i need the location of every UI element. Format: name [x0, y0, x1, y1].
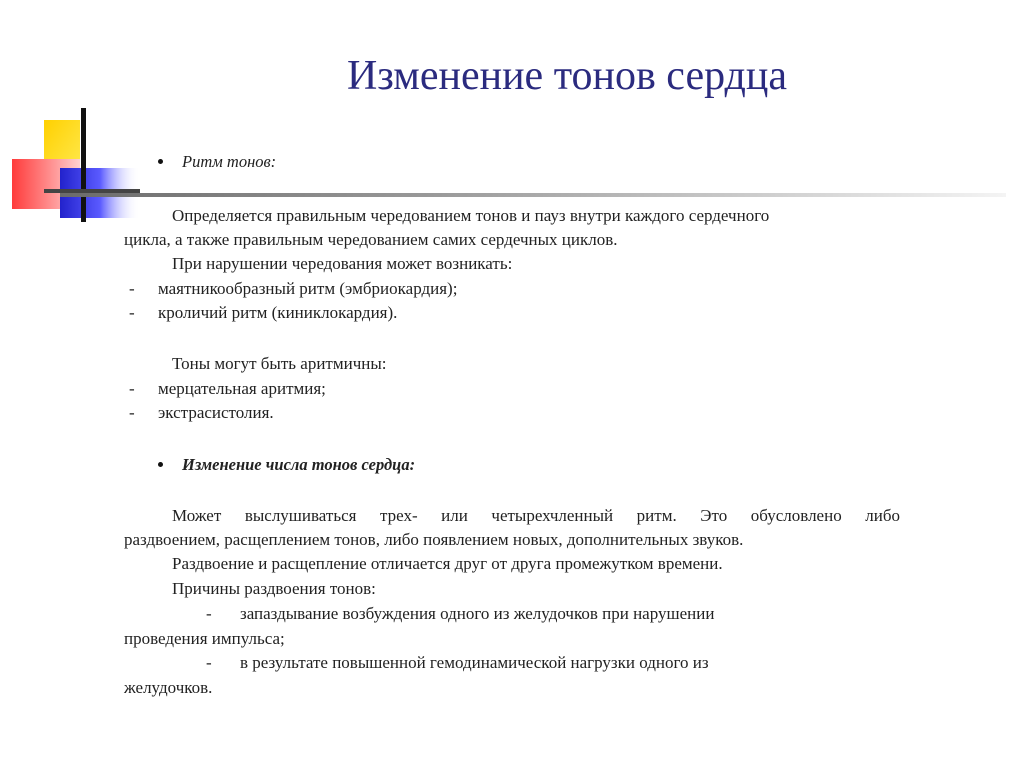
- list2-dash-2: -: [129, 403, 135, 422]
- page-title: Изменение тонов сердца: [346, 53, 788, 99]
- cause2-line2: желудочков.: [124, 678, 213, 697]
- list1-item-2: кроличий ритм (киниклокардия).: [158, 303, 398, 322]
- section1-heading: Ритм тонов:: [182, 152, 277, 171]
- list1-item-1: маятникообразный ритм (эмбриокардия);: [158, 279, 458, 298]
- decorative-corner-graphic: [0, 0, 140, 240]
- vertical-bar: [81, 108, 86, 222]
- list2-dash-1: -: [129, 379, 135, 398]
- cause2-line1: в результате повышенной гемодинамической нагрузки одного из: [240, 653, 709, 672]
- list1-dash-2: -: [129, 303, 135, 322]
- section1-para2: При нарушении чередования может возникать:: [172, 254, 513, 273]
- bullet-section1: [158, 159, 163, 164]
- section2-para3: Причины раздвоения тонов:: [172, 579, 376, 598]
- section1-para1-line1: Определяется правильным чередованием тонов и пауз внутри каждого сердечного: [172, 206, 770, 225]
- section2-para1-line2: раздвоением, расщеплением тонов, либо появлением новых, дополнительных звуков.: [124, 530, 744, 549]
- section1-para1-line2: цикла, а также правильным чередованием самих сердечных циклов.: [124, 230, 618, 249]
- section2-para2: Раздвоение и расщепление отличается друг от друга промежутком времени.: [172, 554, 723, 573]
- section1-para3: Тоны могут быть аритмичны:: [172, 354, 387, 373]
- cause2-dash: -: [206, 653, 212, 672]
- list2-item-2: экстрасистолия.: [158, 403, 274, 422]
- list1-dash-1: -: [129, 279, 135, 298]
- section2-heading: Изменение числа тонов сердца:: [182, 455, 416, 474]
- header-divider: [60, 193, 1006, 197]
- section2-para1-line1: Может выслушиваться трех- или четырехчленный ритм. Это обусловлено либо: [172, 506, 900, 525]
- cause1-line1: запаздывание возбуждения одного из желудочков при нарушении: [240, 604, 715, 623]
- list2-item-1: мерцательная аритмия;: [158, 379, 326, 398]
- cause1-dash: -: [206, 604, 212, 623]
- bullet-section2: [158, 462, 163, 467]
- cause1-line2: проведения импульса;: [124, 629, 285, 648]
